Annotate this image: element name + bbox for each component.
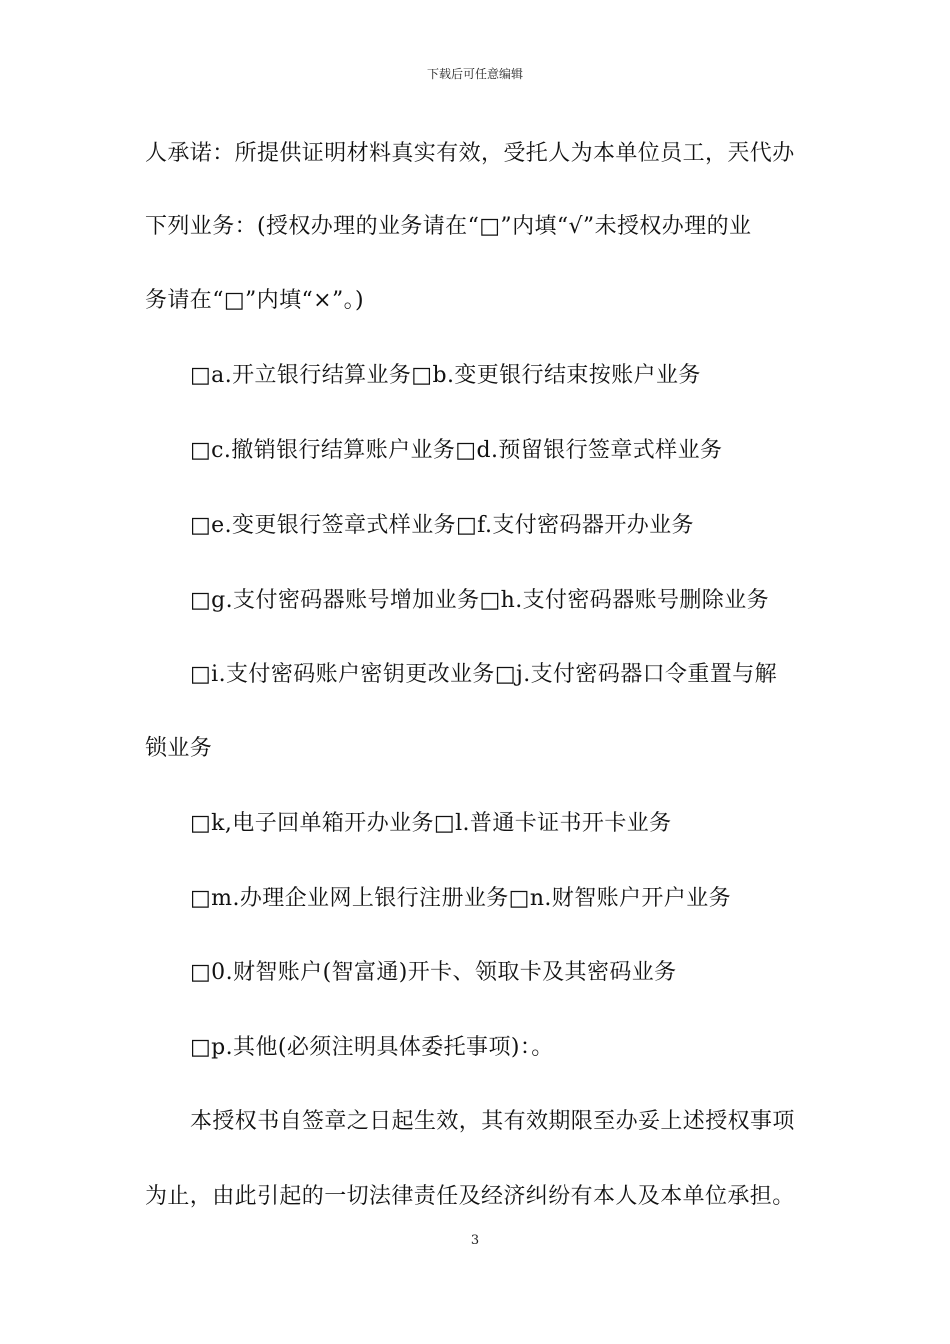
body-line: 人承诺：所提供证明材料真实有效，受托人为本单位员工，兲代办 <box>145 141 795 166</box>
body-line: 下列业务：(授权办理的业务请在“□”内填“√”未授权办理的业 <box>145 214 752 239</box>
option-line: □p.其他(必须注明具体委托事项)：。 <box>190 1035 554 1060</box>
body-line: 锁业务 <box>145 736 213 761</box>
body-line: 本授权书自签章之日起生效，其有效期限至办妥上述授权事项 <box>190 1109 795 1134</box>
body-line: 务请在“□”内填“×”。) <box>145 288 364 313</box>
option-line: □c.撤销银行结算账户业务□d.预留银行签章式样业务 <box>190 438 723 463</box>
option-line: □i.支付密码账户密钥更改业务□j.支付密码器口令重置与解 <box>190 662 778 687</box>
page-header: 下载后可任意编辑 <box>426 67 523 81</box>
option-line: □a.开立银行结算业务□b.变更银行结束按账户业务 <box>190 363 701 388</box>
page-number: 3 <box>470 1233 480 1248</box>
option-line: □k,电子回单箱开办业务□l.普通卡证书开卡业务 <box>190 811 672 836</box>
option-line: □e.变更银行签章式样业务□f.支付密码器开办业务 <box>190 513 694 538</box>
option-line: □0.财智账户(智富通)开卡、领取卡及其密码业务 <box>190 960 677 985</box>
option-line: □m.办理企业网上银行注册业务□n.财智账户开户业务 <box>190 886 731 911</box>
body-line: 为止，由此引起的一切法律责任及经济纠纷有本人及本单位承担。 <box>145 1184 795 1209</box>
option-line: □g.支付密码器账号增加业务□h.支付密码器账号删除业务 <box>190 588 770 613</box>
